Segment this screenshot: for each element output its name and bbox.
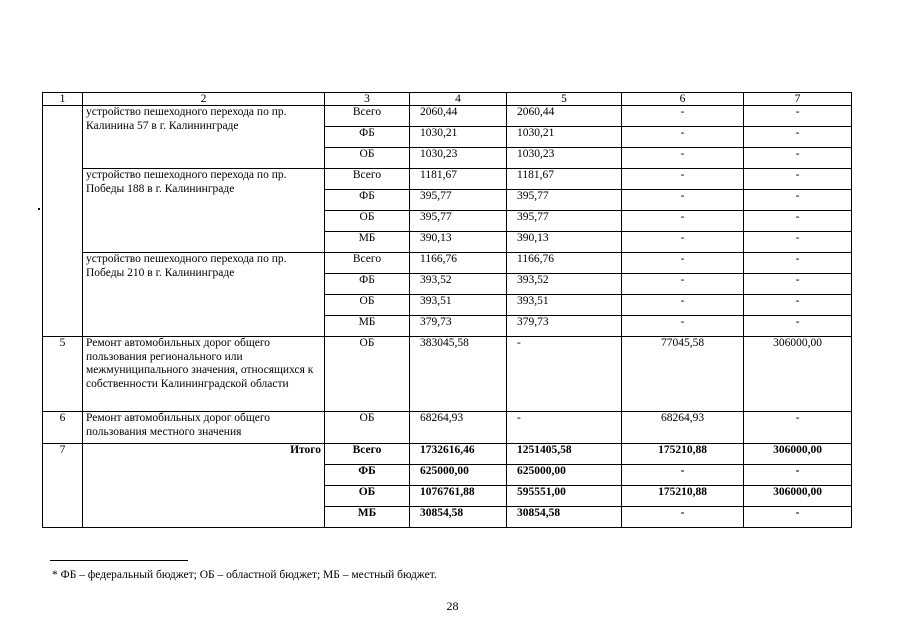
table-row [43, 106, 852, 127]
value-cell-6: - [622, 253, 744, 274]
column-header-6: 6 [622, 93, 744, 106]
column-header-7: 7 [744, 93, 852, 106]
value-cell-5: 390,13 [507, 232, 622, 253]
value-cell-7: - [744, 232, 852, 253]
column-header-3: 3 [325, 93, 410, 106]
value-cell-7: - [744, 148, 852, 169]
scan-mark [38, 208, 40, 210]
value-cell-4: 395,77 [410, 190, 507, 211]
source-cell: ОБ [325, 337, 410, 412]
value-cell-6: - [622, 316, 744, 337]
value-cell-7: 306000,00 [744, 486, 852, 507]
value-cell-6: - [622, 232, 744, 253]
value-cell-7: - [744, 127, 852, 148]
source-cell: ОБ [325, 412, 410, 444]
value-cell-4: 1166,76 [410, 253, 507, 274]
value-cell-4: 393,52 [410, 274, 507, 295]
value-cell-6: 68264,93 [622, 412, 744, 444]
value-cell-4: 383045,58 [410, 337, 507, 412]
column-header-1: 1 [43, 93, 83, 106]
source-cell: ОБ [325, 486, 410, 507]
value-cell-7: - [744, 106, 852, 127]
value-cell-5: 395,77 [507, 190, 622, 211]
source-cell: Всего [325, 106, 410, 127]
value-cell-4: 30854,58 [410, 507, 507, 528]
value-cell-4: 2060,44 [410, 106, 507, 127]
total-label-cell: Итого [83, 444, 325, 528]
value-cell-4: 379,73 [410, 316, 507, 337]
source-cell: МБ [325, 316, 410, 337]
value-cell-6: - [622, 106, 744, 127]
value-cell-6: - [622, 211, 744, 232]
value-cell-5: - [507, 412, 622, 444]
table-header-row [43, 93, 852, 106]
value-cell-6: - [622, 295, 744, 316]
row-number-cell [43, 106, 83, 337]
value-cell-5: 1166,76 [507, 253, 622, 274]
value-cell-6: - [622, 190, 744, 211]
value-cell-4: 1030,23 [410, 148, 507, 169]
source-cell: Всего [325, 169, 410, 190]
value-cell-5: 379,73 [507, 316, 622, 337]
value-cell-7: - [744, 190, 852, 211]
source-cell: МБ [325, 232, 410, 253]
value-cell-6: - [622, 127, 744, 148]
row-number-cell: 7 [43, 444, 83, 528]
value-cell-5: 393,52 [507, 274, 622, 295]
column-header-4: 4 [410, 93, 507, 106]
value-cell-6: - [622, 274, 744, 295]
value-cell-5: 30854,58 [507, 507, 622, 528]
description-cell: Ремонт автомобильных дорог общего пользования местного значения [83, 412, 325, 444]
source-cell: ФБ [325, 190, 410, 211]
value-cell-4: 1732616,46 [410, 444, 507, 465]
value-cell-5: 393,51 [507, 295, 622, 316]
budget-table [42, 92, 852, 528]
value-cell-4: 393,51 [410, 295, 507, 316]
value-cell-4: 1030,21 [410, 127, 507, 148]
value-cell-5: 1251405,58 [507, 444, 622, 465]
value-cell-6: - [622, 169, 744, 190]
value-cell-6: - [622, 148, 744, 169]
value-cell-5: 1030,23 [507, 148, 622, 169]
table-row [43, 169, 852, 190]
value-cell-5: 625000,00 [507, 465, 622, 486]
value-cell-6: 175210,88 [622, 486, 744, 507]
description-cell: устройство пешеходного перехода по пр. Победы 188 в г. Калининграде [83, 169, 325, 253]
source-cell: ФБ [325, 274, 410, 295]
source-cell: МБ [325, 507, 410, 528]
value-cell-5: - [507, 337, 622, 412]
value-cell-4: 625000,00 [410, 465, 507, 486]
value-cell-6: - [622, 465, 744, 486]
value-cell-7: - [744, 274, 852, 295]
page-number: 28 [446, 599, 459, 613]
value-cell-7: - [744, 507, 852, 528]
table-row [43, 337, 852, 412]
value-cell-7: 306000,00 [744, 337, 852, 412]
value-cell-5: 595551,00 [507, 486, 622, 507]
value-cell-6: - [622, 507, 744, 528]
total-row [43, 444, 852, 465]
column-header-2: 2 [83, 93, 325, 106]
value-cell-5: 1181,67 [507, 169, 622, 190]
value-cell-4: 1076761,88 [410, 486, 507, 507]
source-cell: ОБ [325, 148, 410, 169]
value-cell-4: 395,77 [410, 211, 507, 232]
footnote-rule [50, 560, 188, 561]
source-cell: ОБ [325, 295, 410, 316]
value-cell-7: - [744, 253, 852, 274]
value-cell-7: - [744, 412, 852, 444]
value-cell-6: 77045,58 [622, 337, 744, 412]
value-cell-7: - [744, 211, 852, 232]
source-cell: ФБ [325, 127, 410, 148]
description-cell: Ремонт автомобильных дорог общего пользования регионального или межмуниципального значения, относящихся к собственности Калининградской области [83, 337, 325, 412]
footnote: * ФБ – федеральный бюджет; ОБ – областной бюджет; МБ – местный бюджет. [52, 569, 437, 581]
table-row [43, 253, 852, 274]
value-cell-7: 306000,00 [744, 444, 852, 465]
value-cell-7: - [744, 465, 852, 486]
source-cell: Всего [325, 444, 410, 465]
value-cell-7: - [744, 169, 852, 190]
row-number-cell: 6 [43, 412, 83, 444]
description-cell: устройство пешеходного перехода по пр. Победы 210 в г. Калининграде [83, 253, 325, 337]
value-cell-7: - [744, 295, 852, 316]
value-cell-5: 395,77 [507, 211, 622, 232]
value-cell-6: 175210,88 [622, 444, 744, 465]
description-cell: устройство пешеходного перехода по пр. Калинина 57 в г. Калининграде [83, 106, 325, 169]
column-header-5: 5 [507, 93, 622, 106]
value-cell-4: 68264,93 [410, 412, 507, 444]
value-cell-4: 1181,67 [410, 169, 507, 190]
table-row [43, 412, 852, 444]
source-cell: ОБ [325, 211, 410, 232]
value-cell-4: 390,13 [410, 232, 507, 253]
row-number-cell: 5 [43, 337, 83, 412]
value-cell-5: 1030,21 [507, 127, 622, 148]
value-cell-5: 2060,44 [507, 106, 622, 127]
value-cell-7: - [744, 316, 852, 337]
source-cell: ФБ [325, 465, 410, 486]
source-cell: Всего [325, 253, 410, 274]
